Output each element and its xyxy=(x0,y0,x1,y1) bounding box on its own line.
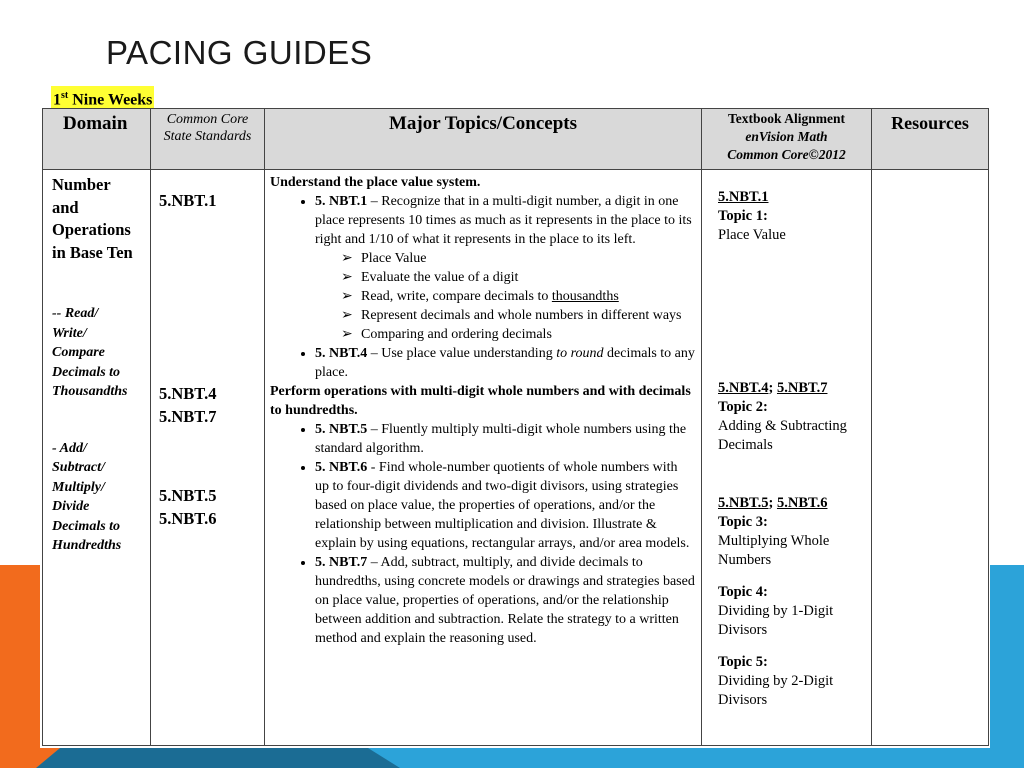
textbook-topic-number: Topic 3: xyxy=(718,514,768,530)
thousandths-link-text: thousandths xyxy=(551,289,619,304)
header-common-core-line2: State Standards xyxy=(163,129,252,144)
pacing-guide-document xyxy=(40,82,990,748)
standards-stack xyxy=(159,170,264,730)
textbook-code-separator: ; xyxy=(768,495,777,511)
textbook-block-topic3 xyxy=(718,494,868,570)
standard-code: 5.NBT.7 xyxy=(159,407,217,426)
standard-code: 5.NBT.5 xyxy=(159,486,217,505)
domain-sub-line: Multiply/ xyxy=(52,479,105,495)
textbook-standard-code: 5.NBT.4 xyxy=(718,380,769,396)
subtopic-text: Represent decimals and whole numbers in different ways xyxy=(361,308,682,323)
domain-main-line: Operations xyxy=(52,220,131,239)
subtopic-text: Comparing and ordering decimals xyxy=(361,327,552,342)
subtopic-item xyxy=(341,287,695,306)
standard-item-nbt6 xyxy=(315,458,695,553)
textbook-topic-name: Adding & Subtracting Decimals xyxy=(718,418,847,453)
domain-main-line: in Base Ten xyxy=(52,242,133,262)
standard-code: 5.NBT.4 xyxy=(159,384,217,403)
orange-accent-band xyxy=(0,565,40,768)
domain-sub-line: Hundredths xyxy=(52,538,122,553)
standard-item-nbt1 xyxy=(315,192,695,344)
domain-sub-operations xyxy=(52,439,144,556)
period-ordinal: 1 xyxy=(53,91,61,109)
domain-main-line: Number xyxy=(52,175,111,194)
standard-code-nbt6: 5. NBT.6 xyxy=(315,460,368,475)
major-topics-cell xyxy=(265,170,702,746)
header-textbook xyxy=(702,109,872,170)
textbook-block-topic5 xyxy=(718,653,868,710)
textbook-topic-number: Topic 4: xyxy=(718,584,768,600)
textbook-cell xyxy=(702,170,872,746)
subtopic-item xyxy=(341,249,695,268)
textbook-block-topic1 xyxy=(718,188,868,245)
domain-sub-read-write xyxy=(52,304,144,402)
textbook-standard-code: 5.NBT.1 xyxy=(718,189,769,205)
domain-sub-line: Decimals to xyxy=(52,518,121,534)
header-common-core xyxy=(151,109,265,170)
textbook-block-topic4 xyxy=(718,583,868,640)
header-textbook-line3: Common Core©2012 xyxy=(727,147,846,162)
table-body-row xyxy=(43,170,989,746)
standard-text-nbt7: – Add, subtract, multiply, and divide decimals to hundredths, using concrete models or drawings and strategies based on place value, properties of operations, and/or the relationship between addition and subtraction. Relate the strategy to a written method and explain the reasoning used. xyxy=(315,555,695,646)
arrow-bullet-icon: ➢ xyxy=(341,327,353,342)
textbook-standard-code: 5.NBT.7 xyxy=(776,380,828,396)
standard-item-nbt4 xyxy=(315,344,695,382)
textbook-standard-codes xyxy=(718,379,868,398)
domain-sub-line: Write/ xyxy=(52,325,87,341)
textbook-standard-codes xyxy=(718,494,868,513)
domain-main xyxy=(52,174,144,264)
textbook-topic-name: Dividing by 2-Digit Divisors xyxy=(718,673,834,708)
standard-item-nbt5 xyxy=(315,420,695,458)
blue-accent-band xyxy=(988,565,1024,768)
section-title-place-value: Understand the place value system. xyxy=(270,175,481,190)
header-common-core-line1: Common Core xyxy=(166,112,249,127)
standard-text-nbt6: - Find whole-number quotients of whole numbers with up to four-digit dividends and two-digit divisors, using strategies based on place value, the properties of operations, and/or the relationship between multiplication and division. Illustrate & explain by using equations, rectangular arrays, and/or area models. xyxy=(315,460,690,551)
domain-sub-line: Subtract/ xyxy=(52,460,105,475)
period-name: Nine Weeks xyxy=(72,91,153,109)
header-textbook-line2: enVision Math xyxy=(745,129,828,144)
standard-text-nbt1: – Recognize that in a multi-digit number, a digit in one place represents 10 times as much as it represents in the place to its right and 1/10 of what it represents in the place to its left. xyxy=(315,194,692,247)
textbook-topic-name: Place Value xyxy=(718,227,786,243)
standard-item-nbt7 xyxy=(315,553,695,648)
domain-main-line: and xyxy=(52,197,79,217)
textbook-stack xyxy=(710,170,867,740)
standard-code: 5.NBT.1 xyxy=(159,191,217,210)
textbook-topic-number: Topic 2: xyxy=(718,399,768,415)
place-value-standards-list xyxy=(270,192,695,382)
header-domain: Domain xyxy=(43,109,151,170)
header-resources: Resources xyxy=(872,109,989,170)
standard-code: 5.NBT.6 xyxy=(159,509,217,528)
arrow-bullet-icon: ➢ xyxy=(341,270,353,285)
standard-code-nbt4: 5. NBT.4 xyxy=(315,346,368,361)
textbook-topic-number: Topic 5: xyxy=(718,654,768,670)
standard-code-nbt1: 5. NBT.1 xyxy=(315,194,368,209)
period-label xyxy=(51,86,154,110)
arrow-bullet-icon: ➢ xyxy=(341,251,353,266)
resources-cell xyxy=(872,170,989,746)
header-textbook-line1: Textbook Alignment xyxy=(728,111,845,126)
textbook-code-separator: ; xyxy=(768,380,777,396)
textbook-standard-code: 5.NBT.6 xyxy=(776,495,828,511)
standards-cell xyxy=(151,170,265,746)
standard-text-nbt4-end: decimals to any place. xyxy=(315,346,695,380)
subtopic-item xyxy=(341,325,695,344)
subtopic-text: Place Value xyxy=(361,251,427,266)
subtopic-text: Evaluate the value of a digit xyxy=(361,270,519,285)
textbook-topic-name: Multiplying Whole Numbers xyxy=(718,533,830,568)
arrow-bullet-icon: ➢ xyxy=(341,308,353,323)
subtopic-text: Read, write, compare decimals to xyxy=(361,289,549,304)
operations-standards-list xyxy=(270,420,695,648)
domain-sub-line: -- Read/ xyxy=(52,306,99,321)
header-major-topics: Major Topics/Concepts xyxy=(265,109,702,170)
arrow-bullet-icon: ➢ xyxy=(341,289,353,304)
nbt1-subtopics xyxy=(315,249,695,344)
standard-code-nbt5: 5. NBT.5 xyxy=(315,422,368,437)
domain-sub-line: - Add/ xyxy=(52,440,87,456)
standard-text-nbt5: – Fluently multiply multi-digit whole numbers using the standard algorithm. xyxy=(315,422,687,456)
slide-title: PACING GUIDES xyxy=(106,34,373,71)
pacing-table xyxy=(42,108,989,746)
section-title-operations: Perform operations with multi-digit whole numbers and with decimals to hundredths. xyxy=(270,384,691,418)
textbook-topic-number: Topic 1: xyxy=(718,208,768,224)
subtopic-item xyxy=(341,306,695,325)
domain-sub-line: Decimals to xyxy=(52,364,121,380)
table-header-row xyxy=(43,109,989,170)
domain-sub-line: Divide xyxy=(52,499,90,514)
domain-cell xyxy=(43,170,151,746)
subtopic-item xyxy=(341,268,695,287)
textbook-block-topic2 xyxy=(718,379,868,455)
textbook-standard-code: 5.NBT.5 xyxy=(718,495,769,511)
standard-text-nbt4: – Use place value understanding xyxy=(367,346,557,361)
domain-sub-line: Compare xyxy=(52,345,105,360)
period-ordinal-suffix: st xyxy=(61,90,69,101)
textbook-topic-name: Dividing by 1-Digit Divisors xyxy=(718,603,834,638)
bottom-dark-accent xyxy=(0,748,400,768)
domain-sub-line: Thousandths xyxy=(52,384,128,399)
standard-code-nbt7: 5. NBT.7 xyxy=(315,555,368,570)
standard-text-nbt4-italic: to round xyxy=(556,346,604,361)
